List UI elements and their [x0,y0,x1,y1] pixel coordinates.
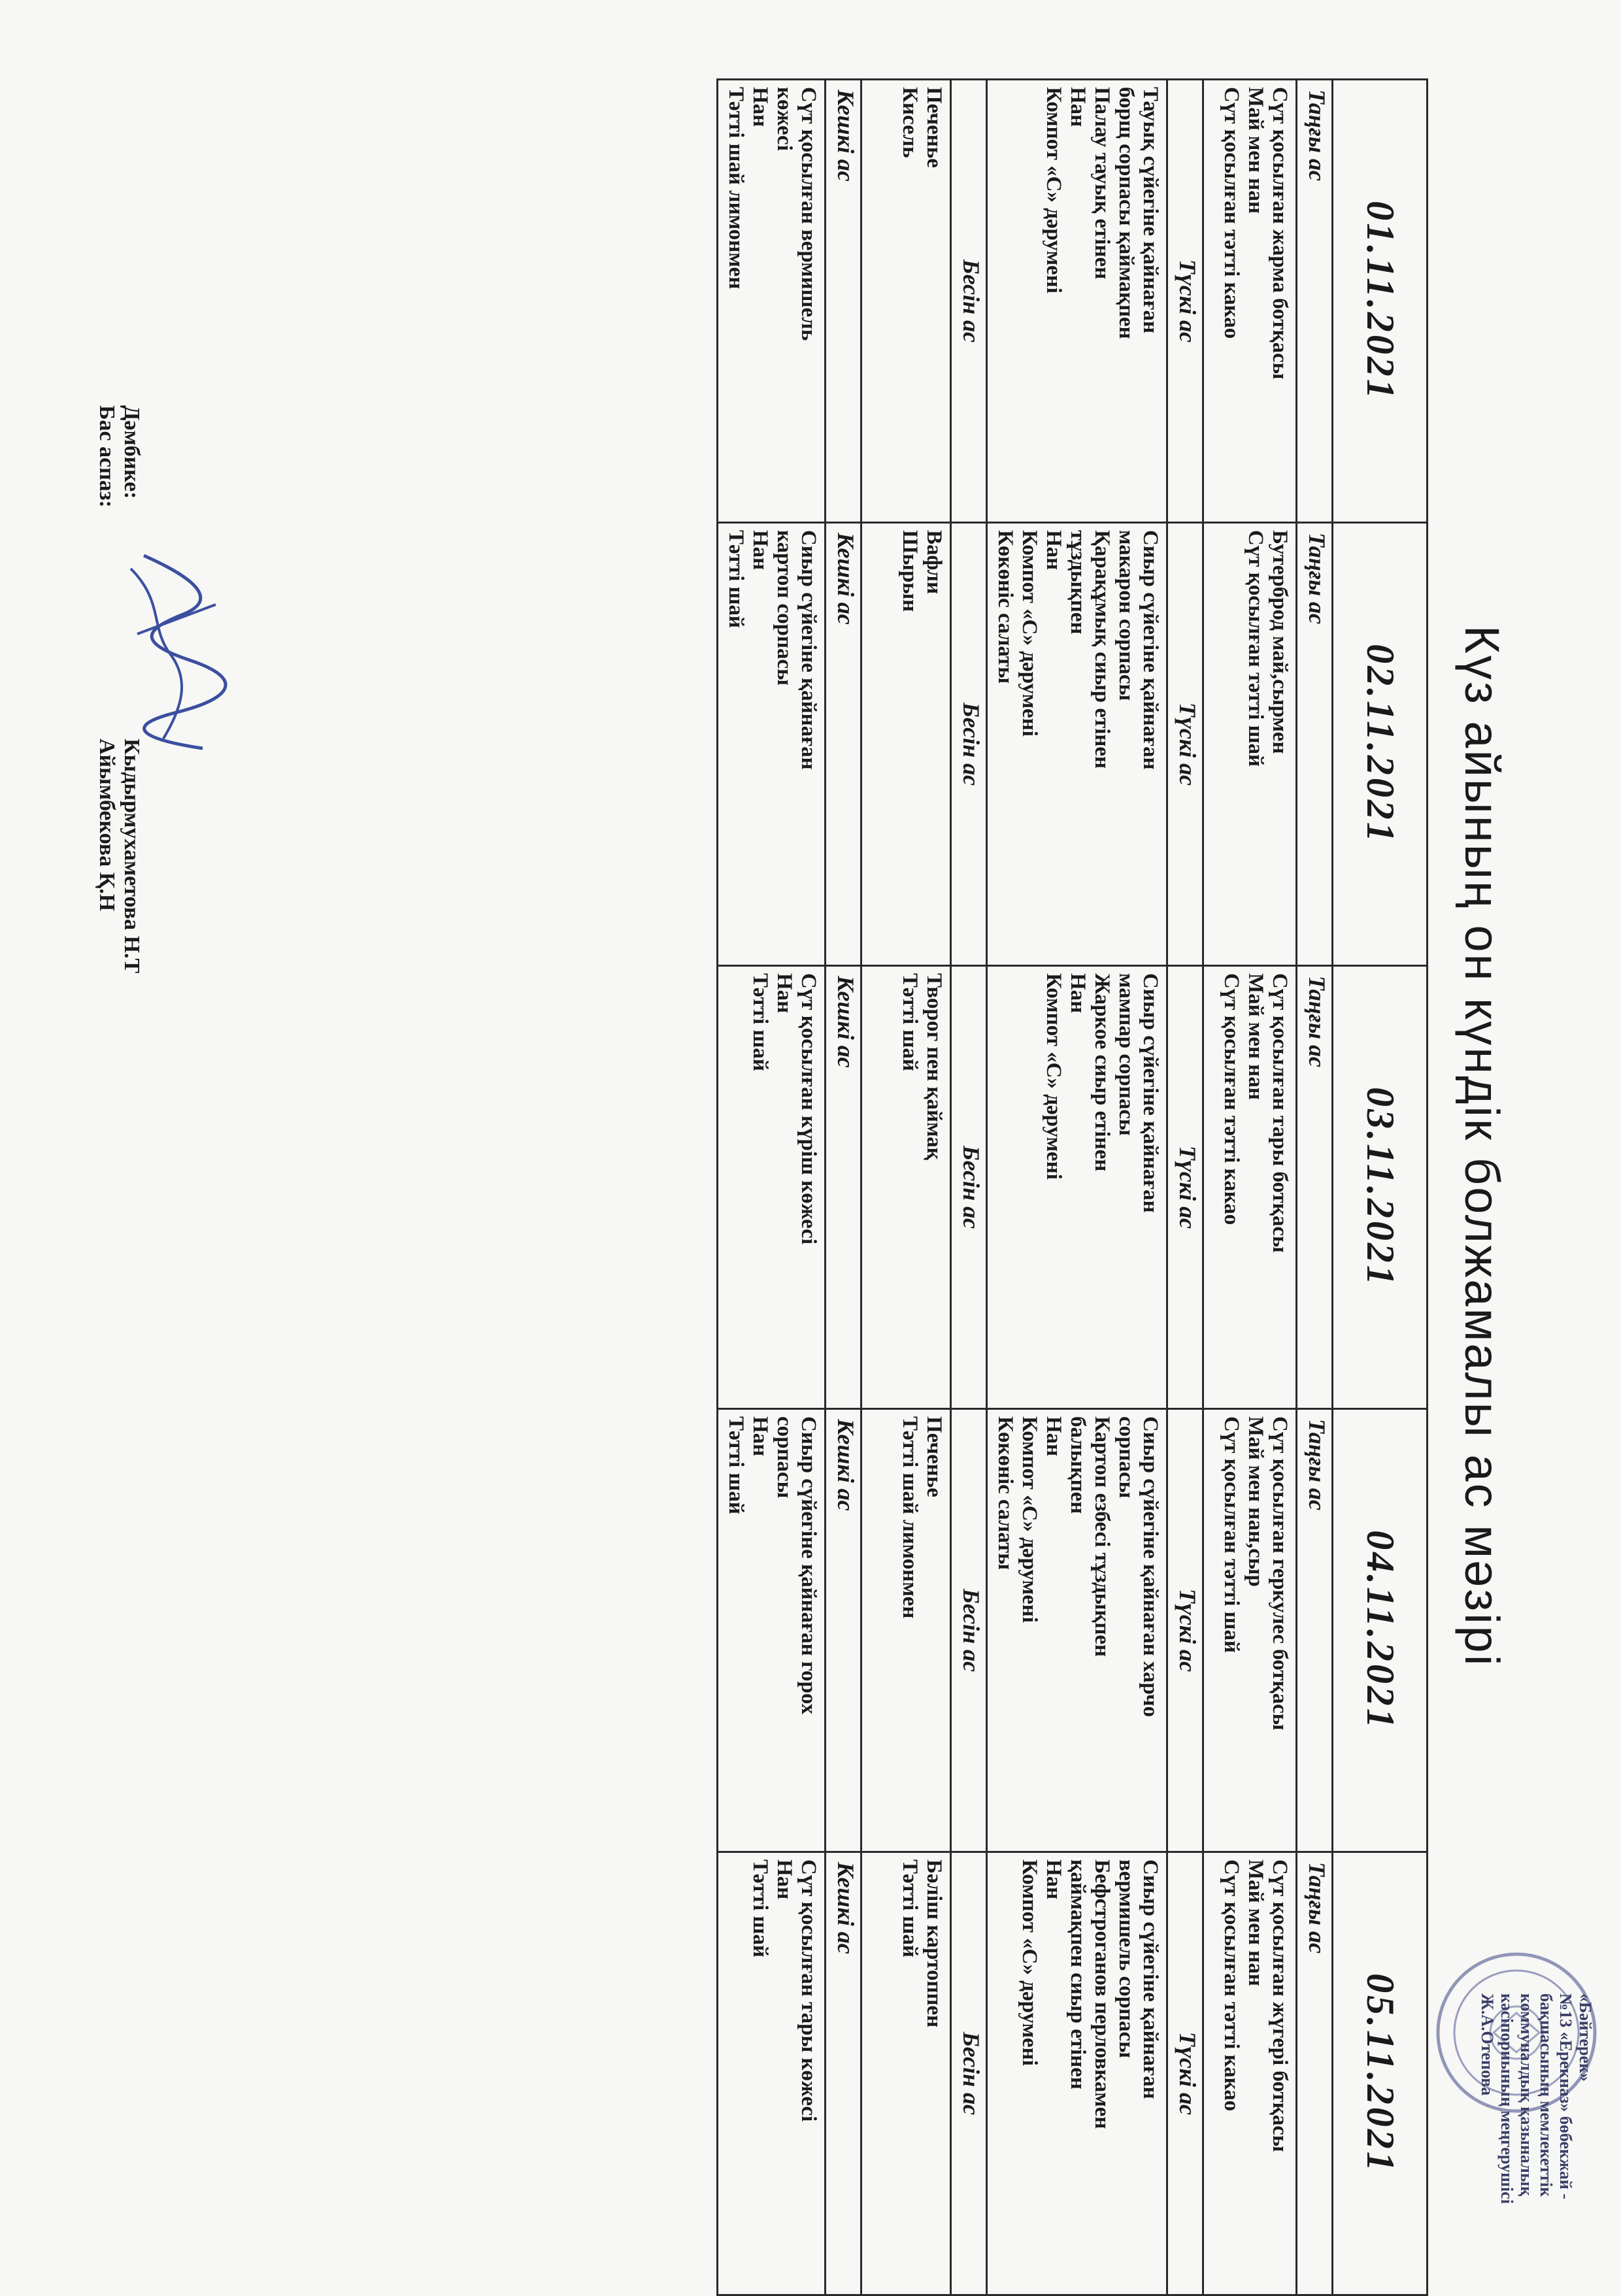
meal-label: Түскі ас [1167,1852,1203,2295]
dish: сорпасы [1114,1416,1138,1499]
dish: Нан [773,973,796,1014]
menu-cell [718,523,826,966]
meal-label: Бесін ас [951,1852,987,2295]
dish: Бутерброд май,сырмен [1268,530,1292,754]
dish: Сүт қосылған тәтті какао [1220,1859,1243,2112]
meal-label: Түскі ас [1167,966,1203,1409]
menu-cell [1203,80,1297,523]
meal-label: Бесін ас [951,523,987,966]
stamp-line: кәсіпорнының меңгерушісі [1497,1993,1516,2204]
date-cell: 02.11.2021 [1333,523,1428,966]
menu-cell [861,1409,951,1852]
menu-cell [987,80,1167,523]
menu-cell [718,80,826,523]
dish: Творог пен қаймақ [922,973,946,1160]
dish: Шырын [898,530,922,612]
meal-label: Таңғы ас [1297,523,1333,966]
dish: Сүт қосылған жүгері ботқасы [1268,1859,1292,2152]
date-cell: 01.11.2021 [1333,80,1428,523]
dish: Сиыр сүйегіне қайнаған [1139,973,1162,1213]
dish: Картоп езбесі тұздықпен [1090,1416,1114,1657]
menu-cell [1203,523,1297,966]
dish: Нан [1066,973,1090,1014]
meal-label: Таңғы ас [1297,1852,1333,2295]
dish: Май мен нан,сыр [1244,1416,1267,1587]
stamp-line: бақшасының мемлекеттік [1537,1993,1556,2197]
meal-label: Бесін ас [951,80,987,523]
dish: Жаркое сиыр етінен [1090,973,1114,1172]
menu-cell [861,80,951,523]
breakfast-label-row [1297,80,1333,2295]
menu-cell [1203,1852,1297,2295]
stamp-line: №13 «Ерекназ» бөбекжай - [1556,1993,1575,2200]
dish: Компот «С» дәрумені [1042,87,1065,293]
stamp-line: «Бәйтерек» [1576,1993,1595,2082]
date-cell: 03.11.2021 [1333,966,1428,1409]
dish: балықпен [1066,1416,1090,1514]
dish: Тәтті шай лимонмен [898,1416,922,1619]
date-header-row [1333,80,1428,2295]
lunch-row [987,80,1167,2295]
meal-label: Таңғы ас [1297,966,1333,1409]
dish: Сүт қосылған геркулес ботқасы [1268,1416,1292,1731]
dish: Компот «С» дәрумені [1018,530,1041,737]
dish: Сиыр сүйегіне қайнаған горох [797,1416,820,1715]
snack-label-row [951,80,987,2295]
dish: Сиыр сүйегіне қайнаған [797,530,820,770]
dish: Тәтті шай [748,973,772,1071]
dinner-label-row [826,80,861,2295]
dish: макарон сорпасы [1114,530,1138,701]
menu-cell [987,1852,1167,2295]
meal-label: Таңғы ас [1297,1409,1333,1852]
dish: Сиыр сүйегіне қайнаған [1139,530,1162,770]
dish: Тауық сүйегіне қайнаған [1139,87,1162,333]
dish: Сүт қосылған тәтті шай [1244,530,1267,767]
dish: Палау тауық етінен [1090,87,1114,280]
chef-label: Бас аспаз: [95,405,119,508]
date-cell: 04.11.2021 [1333,1409,1428,1852]
dish: Сүт қосылған вермишель [797,87,820,341]
dish: Бефстроганов перловкамен [1090,1859,1114,2129]
dish: тұздықпен [1066,530,1090,635]
dish: Компот «С» дәрумені [1042,973,1065,1180]
breakfast-row [1203,80,1297,2295]
dinner-row [718,80,826,2295]
dish: Сиыр сүйегіне қайнаған харчо [1139,1416,1162,1718]
signature-names [94,739,144,973]
lunch-label-row [1167,80,1203,2295]
chef-name: Айымбекова Қ.Н [95,739,119,912]
menu-cell [861,1852,951,2295]
page-title: Күз айының он күндік болжамалы ас мәзірі [1455,625,1509,1668]
dish: Нан [1042,1859,1065,1900]
dish: Компот «С» дәрумені [1018,1416,1041,1623]
meal-label: Түскі ас [1167,1409,1203,1852]
dish: қаймақпен сиыр етінен [1066,1859,1090,2089]
menu-cell [718,966,826,1409]
meal-label: Таңғы ас [1297,80,1333,523]
dish: Печенье [922,1416,946,1497]
signature-labels [94,405,144,508]
dish: Тәтті шай [898,1859,922,1957]
dish: Нан [748,530,772,571]
dish: Май мен нан [1244,973,1267,1100]
meal-label: Кешкі ас [826,966,861,1409]
dish: Май мен нан [1244,87,1267,214]
dish: Нан [1042,1416,1065,1457]
dish: Печенье [922,87,946,168]
menu-table [716,78,1428,2296]
dish: Көкөніс салаты [994,1416,1017,1570]
dish: Бәліш картоппен [922,1859,946,2028]
menu-cell [1203,1409,1297,1852]
dish: Сиыр сүйегіне қайнаған [1139,1859,1162,2099]
menu-cell [1203,966,1297,1409]
dish: Нан [1042,530,1065,571]
meal-label: Түскі ас [1167,523,1203,966]
dish: мампар сорпасы [1114,973,1138,1136]
dish: Сүт қосылған тәтті какао [1220,87,1243,339]
dish: картоп сорпасы [773,530,796,686]
nurse-label: Дәмбике: [120,405,144,499]
dish: Сүт қосылған тәтті шай [1220,1416,1243,1654]
dish: вермишель сорпасы [1114,1859,1138,2058]
meal-label: Бесін ас [951,966,987,1409]
dish: Сүт қосылған тары ботқасы [1268,973,1292,1253]
dish: Нан [748,1416,772,1457]
menu-cell [718,1409,826,1852]
dish: Вафли [922,530,946,595]
meal-label: Кешкі ас [826,80,861,523]
menu-cell [718,1852,826,2295]
dish: Көкөніс салаты [994,530,1017,684]
handwritten-signature [118,542,242,758]
dish: көжесі [773,87,796,151]
dish: Тәтті шай лимонмен [724,87,748,290]
date-cell: 05.11.2021 [1333,1852,1428,2295]
dish: Тәтті шай [724,1416,748,1514]
dish: борщ сорпасы қаймақпен [1114,87,1138,339]
dish: Май мен нан [1244,1859,1267,1986]
dish: Нан [1066,87,1090,127]
dish: Компот «С» дәрумені [1018,1859,1041,2066]
dish: Нан [773,1859,796,1900]
meal-label: Кешкі ас [826,523,861,966]
dish: Сүт қосылған тәтті какао [1220,973,1243,1225]
meal-label: Кешкі ас [826,1852,861,2295]
dish: Тәтті шай [898,973,922,1071]
meal-label: Түскі ас [1167,80,1203,523]
menu-cell [861,966,951,1409]
dish: Қарақұмық сиыр етінен [1090,530,1114,769]
dish: Тәтті шай [748,1859,772,1957]
menu-cell [861,523,951,966]
dish: Нан [748,87,772,127]
dish: Тәтті шай [724,530,748,628]
dish: Кисель [898,87,922,158]
stamp-line: коммуналдық қазыналық [1517,1993,1536,2197]
menu-cell [987,966,1167,1409]
nurse-name: Кыдырмухаметова Н.Т [120,739,144,974]
meal-label: Кешкі ас [826,1409,861,1852]
dish: Сүт қосылған жарма ботқасы [1268,87,1292,380]
dish: Сүт қосылған күріш көжесі [797,973,820,1244]
dish: сорпасы [773,1416,796,1499]
menu-cell [987,1409,1167,1852]
stamp-line: Ж.А.Отепова [1478,1993,1497,2096]
meal-label: Бесін ас [951,1409,987,1852]
snack-row [861,80,951,2295]
menu-cell [987,523,1167,966]
dish: Сүт қосылған тары көжесі [797,1859,820,2122]
